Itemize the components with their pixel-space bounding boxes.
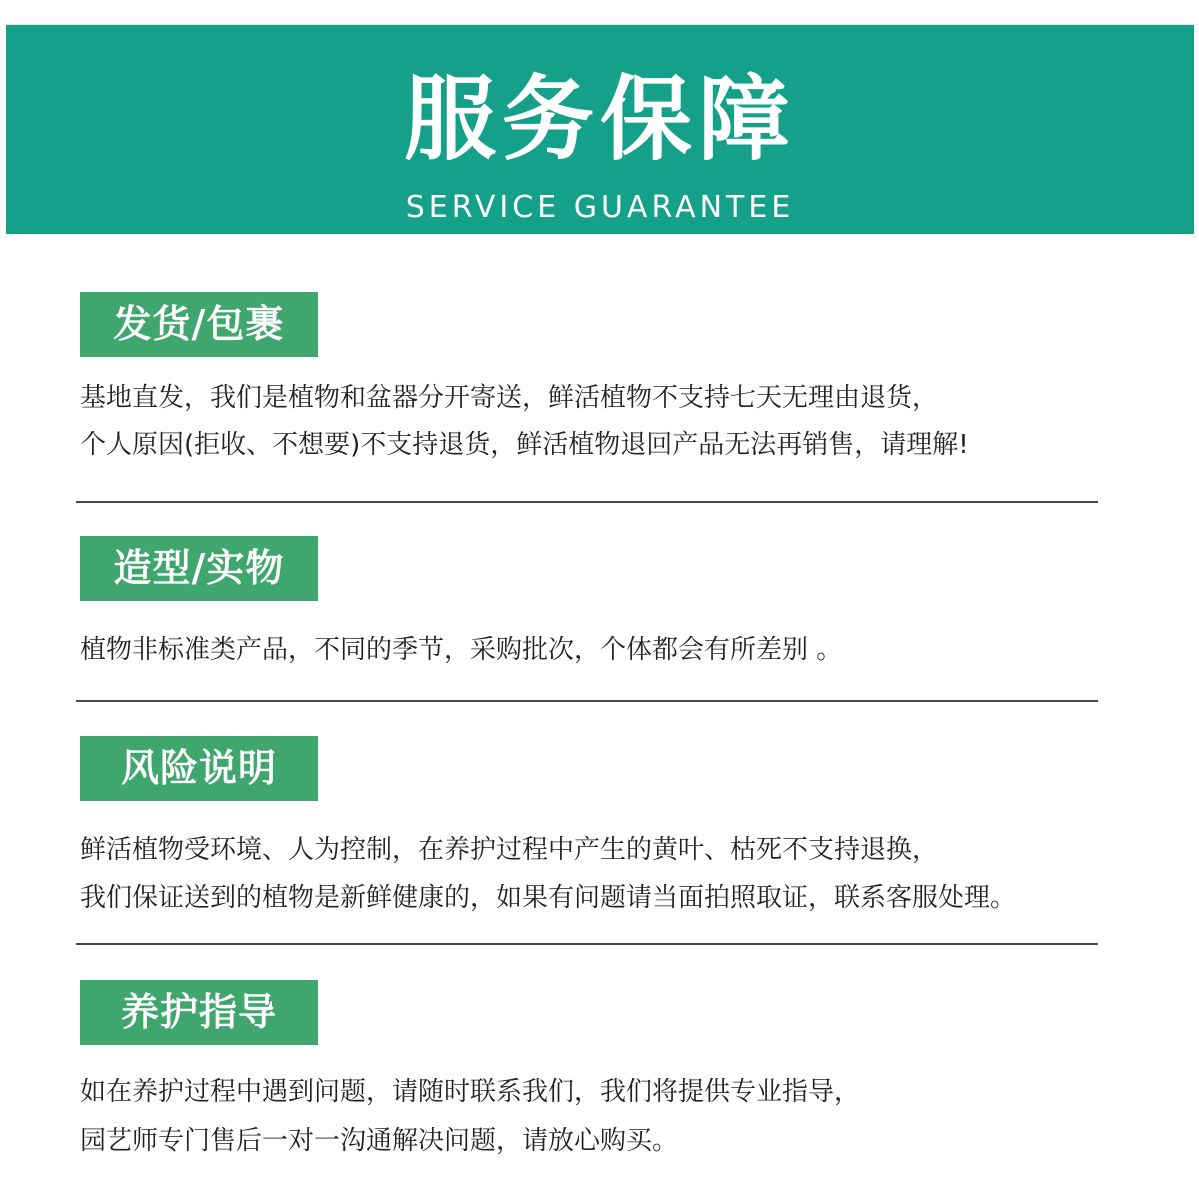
section-tag-care: 养护指导 bbox=[80, 980, 318, 1045]
section-care bbox=[80, 980, 1120, 1170]
section-text-line: 个人原因(拒收、不想要)不支持退货，鲜活植物退回产品无法再销售，请理解! bbox=[80, 430, 969, 460]
section-text-line: 植物非标准类产品，不同的季节，采购批次，个体都会有所差别 。 bbox=[80, 635, 843, 665]
page-subtitle: SERVICE GUARANTEE bbox=[405, 190, 795, 225]
section-text-line: 基地直发，我们是植物和盆器分开寄送，鲜活植物不支持七天无理由退货， bbox=[80, 383, 939, 413]
section-divider bbox=[76, 943, 1098, 945]
section-divider bbox=[76, 700, 1098, 702]
section-text-line: 鲜活植物受环境、人为控制，在养护过程中产生的黄叶、枯死不支持退换， bbox=[80, 835, 939, 865]
section-tag-appearance: 造型/实物 bbox=[80, 536, 318, 601]
section-text-line: 我们保证送到的植物是新鲜健康的，如果有问题请当面拍照取证，联系客服处理。 bbox=[80, 883, 1017, 913]
section-text-line: 园艺师专门售后一对一沟通解决问题，请放心购买。 bbox=[80, 1126, 679, 1156]
section-tag-shipping: 发货/包裹 bbox=[80, 292, 318, 357]
page-title: 服务保障 bbox=[403, 66, 796, 173]
section-shipping bbox=[80, 292, 1120, 462]
section-text-line: 如在养护过程中遇到问题，请随时联系我们，我们将提供专业指导， bbox=[80, 1077, 861, 1107]
section-divider bbox=[76, 501, 1098, 503]
section-tag-risk: 风险说明 bbox=[80, 736, 318, 801]
section-appearance bbox=[80, 536, 1120, 666]
header-banner bbox=[6, 24, 1194, 234]
section-risk bbox=[80, 736, 1120, 916]
